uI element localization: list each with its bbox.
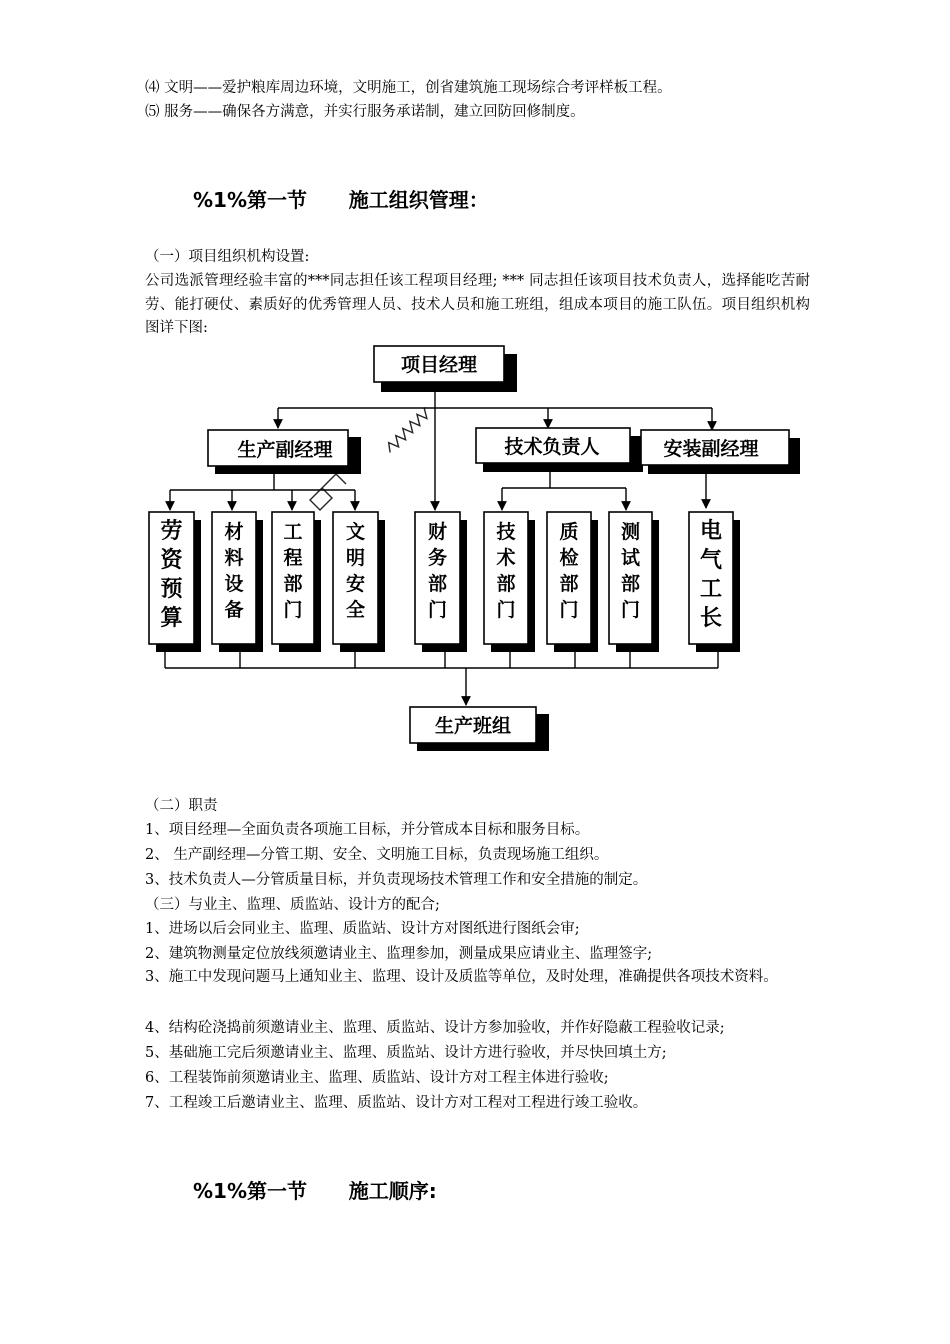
section-number: %1%第一节 bbox=[193, 1179, 307, 1203]
duty-item-2: 2、 生产副经理—分管工期、安全、文明施工目标，负责现场施工组织。 bbox=[145, 847, 609, 863]
box-technical-lead bbox=[476, 428, 643, 472]
department-label: 文明安全 bbox=[345, 521, 366, 621]
department-label: 质检部门 bbox=[559, 521, 579, 621]
coordination-item-4: 4、结构砼浇捣前须邀请业主、监理、质监站、设计方参加验收，并作好隐蔽工程验收记录; bbox=[145, 1020, 725, 1036]
coordination-item-1: 1、进场以后会同业主、监理、质监站、设计方对图纸进行图纸会审; bbox=[145, 921, 580, 937]
department-box-5 bbox=[415, 512, 467, 652]
department-box-6 bbox=[484, 512, 535, 652]
department-label: 劳资预算 bbox=[160, 519, 183, 631]
department-box-3 bbox=[272, 512, 321, 652]
project-manager-label: 项目经理 bbox=[400, 354, 478, 376]
box-production-deputy bbox=[208, 430, 361, 474]
department-label: 技术部门 bbox=[496, 521, 516, 621]
coordination-item-5: 5、基础施工完后须邀请业主、监理、质监站、设计方进行验收，并尽快回填土方; bbox=[145, 1045, 667, 1061]
subsection-title-2: （二）职责 bbox=[145, 798, 218, 814]
production-team-label: 生产班组 bbox=[434, 715, 512, 737]
department-boxes bbox=[149, 512, 740, 652]
department-box-9 bbox=[689, 512, 740, 652]
department-label: 财务部门 bbox=[427, 521, 448, 621]
technical-lead-label: 技术负责人 bbox=[504, 436, 600, 458]
installation-deputy-label: 安装副经理 bbox=[663, 438, 759, 460]
coordination-item-6: 6、工程装饰前须邀请业主、监理、质监站、设计方对工程主体进行验收; bbox=[145, 1070, 609, 1086]
coordination-item-3: 3、施工中发现问题马上通知业主、监理、设计及质监等单位，及时处理，准确提供各项技术资料。 bbox=[145, 969, 778, 985]
coordination-item-7: 7、工程竣工后邀请业主、监理、质监站、设计方对工程对工程进行竣工验收。 bbox=[145, 1095, 648, 1111]
intro-line-civilization: ⑷ 文明——爱护粮库周边环境，文明施工，创省建筑施工现场综合考评样板工程。 bbox=[145, 80, 672, 96]
production-deputy-label: 生产副经理 bbox=[237, 439, 333, 461]
department-label: 电气工长 bbox=[699, 519, 723, 631]
department-label: 材料设备 bbox=[224, 521, 244, 621]
section-heading-2 bbox=[193, 1175, 437, 1204]
department-label: 工程部门 bbox=[283, 521, 303, 621]
department-box-1 bbox=[149, 512, 201, 652]
section-number: %1%第一节 bbox=[193, 188, 307, 212]
subsection-title-1: （一）项目组织机构设置: bbox=[145, 249, 310, 265]
box-project-manager bbox=[374, 346, 517, 392]
department-box-2 bbox=[212, 512, 263, 652]
section-title: 施工组织管理： bbox=[348, 188, 489, 212]
duty-item-1: 1、项目经理—全面负责各项施工目标，并分管成本目标和服务目标。 bbox=[145, 822, 590, 838]
subsection-title-3: （三）与业主、监理、质监站、设计方的配合; bbox=[145, 897, 440, 913]
department-box-7 bbox=[547, 512, 598, 652]
org-intro-paragraph: 公司选派管理经验丰富的***同志担任该工程项目经理; *** 同志担任该项目技术负责人，选择能吃苦耐劳、能打硬仗、素质好的优秀管理人员、技术人员和施工班组，组成本项目的施工队伍。项目组织机构图详下图: bbox=[145, 273, 810, 336]
intro-line-service: ⑸ 服务——确保各方满意，并实行服务承诺制，建立回防回修制度。 bbox=[145, 104, 585, 120]
box-production-team bbox=[410, 707, 549, 751]
coordination-item-2: 2、建筑物测量定位放线须邀请业主、监理参加，测量成果应请业主、监理签字; bbox=[145, 946, 653, 962]
department-box-8 bbox=[609, 512, 659, 652]
section-title: 施工顺序: bbox=[348, 1179, 437, 1203]
department-box-4 bbox=[333, 512, 385, 652]
duty-item-3: 3、技术负责人—分管质量目标，并负责现场技术管理工作和安全措施的制定。 bbox=[145, 872, 648, 888]
department-label: 测试部门 bbox=[620, 521, 641, 621]
box-installation-deputy bbox=[641, 430, 800, 474]
